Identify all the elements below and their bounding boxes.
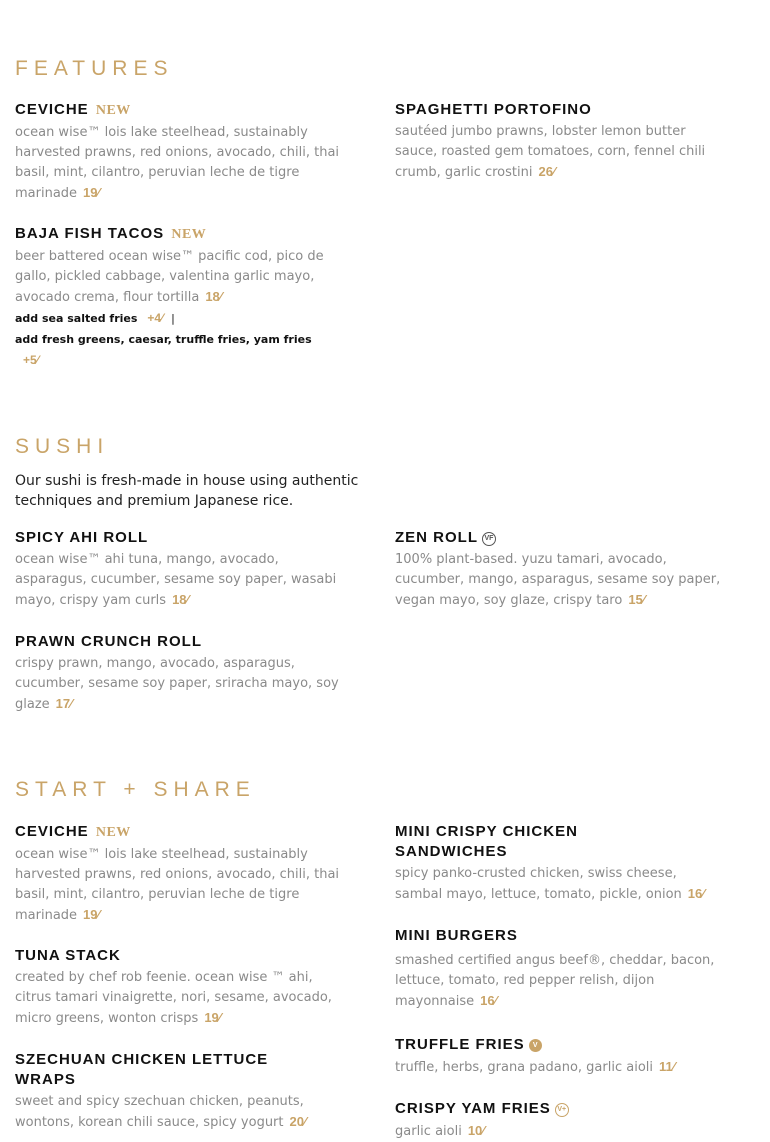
menu-item-spicy-ahi-roll [15, 528, 345, 611]
item-name [15, 100, 345, 121]
item-price: 19⁄ [204, 1010, 221, 1025]
addon-price: +5⁄ [23, 353, 39, 367]
item-price: 20⁄ [289, 1114, 307, 1129]
item-name: PRAWN CRUNCH ROLL [15, 633, 202, 650]
item-description [15, 550, 345, 611]
item-desc-text: ocean wise™ lois lake steelhead, sustainably harvested prawns, red onions, avocado, chili, thai basil, mint, cilantro, peruvian leche de tigre marinade [15, 847, 340, 923]
item-description [395, 864, 715, 905]
item-desc-text: truffle, herbs, grana padano, garlic aioli [395, 1060, 654, 1075]
item-desc-text: beer battered ocean wise™ pacific cod, pico de gallo, pickled cabbage, valentina garlic mayo, avocado crema, flour tortilla [15, 249, 324, 305]
item-price: 16⁄ [480, 993, 497, 1008]
item-desc-text: ocean wise™ ahi tuna, mango, avocado, asparagus, cucumber, sesame soy paper, wasabi mayo, crispy yam curls [15, 552, 337, 608]
item-desc-text: spicy panko-crusted chicken, swiss cheese, sambal mayo, lettuce, tomato, pickle, onion [395, 866, 682, 902]
addon-separator: | [171, 312, 175, 325]
menu-item-prawn-crunch-roll [15, 632, 345, 715]
addon-label: add sea salted fries [15, 312, 138, 325]
item-description [15, 968, 345, 1029]
item-desc-text: ocean wise™ lois lake steelhead, sustainably harvested prawns, red onions, avocado, chili, thai basil, mint, cilantro, peruvian leche de tigre marinade [15, 125, 340, 201]
item-price: 17⁄ [55, 696, 73, 711]
item-desc-text: garlic aioli [395, 1124, 462, 1139]
item-name-text: CEVICHE [15, 101, 89, 118]
item-description [395, 951, 715, 1012]
item-price: 11⁄ [659, 1059, 675, 1074]
section-title-features: FEATURES [15, 57, 174, 80]
item-price: 10⁄ [467, 1123, 485, 1138]
menu-item-mini-crispy-chicken [395, 822, 715, 905]
item-name-text: ZEN ROLL [395, 529, 478, 546]
menu-item-tuna-stack [15, 946, 345, 1029]
item-description [15, 654, 345, 715]
new-badge: NEW [95, 825, 131, 840]
item-description [15, 1092, 345, 1133]
addon-price: +4⁄ [147, 311, 164, 325]
vegetarian-icon: V [529, 1039, 542, 1052]
new-badge: NEW [95, 103, 131, 118]
item-desc-text: 100% plant-based. yuzu tamari, avocado, cucumber, mango, asparagus, sesame soy paper, vegan mayo, soy glaze, crispy taro [395, 552, 721, 608]
section-title-start-share: START + SHARE [15, 778, 256, 801]
item-description [395, 1057, 715, 1078]
item-price: 19⁄ [83, 907, 100, 922]
item-price: 16⁄ [687, 886, 705, 901]
addon-sides [15, 329, 345, 371]
item-name [15, 224, 345, 245]
section-title-sushi: SUSHI [15, 435, 110, 458]
item-description [15, 123, 345, 204]
item-name [15, 822, 345, 843]
item-name-text: CRISPY YAM FRIES [395, 1100, 551, 1117]
menu-item-features-ceviche [15, 100, 345, 204]
item-name-text: BAJA FISH TACOS [15, 225, 165, 242]
item-price: 18⁄ [172, 592, 189, 607]
item-price: 18⁄ [205, 289, 222, 304]
menu-item-start-ceviche [15, 822, 345, 926]
item-desc-text: created by chef rob feenie. ocean wise ™ ahi, citrus tamari vinaigrette, nori, sesame, avocado, micro greens, wonton crisps [15, 970, 332, 1026]
item-price: 19⁄ [83, 185, 100, 200]
sushi-intro: Our sushi is fresh-made in house using authentic techniques and premium Japanese rice. [15, 473, 359, 509]
item-desc-text: crispy prawn, mango, avocado, asparagus, cucumber, sesame soy paper, sriracha mayo, soy glaze [15, 656, 339, 712]
item-desc-text: sautéed jumbo prawns, lobster lemon butter sauce, roasted gem tomatoes, corn, fennel chili crumb, garlic crostini [395, 124, 706, 180]
item-description [395, 122, 725, 183]
menu-item-crispy-yam-fries [395, 1099, 715, 1142]
item-name: MINI CRISPY CHICKEN SANDWICHES [395, 823, 578, 860]
item-desc-text: smashed certified angus beef®, cheddar, bacon, lettuce, tomato, red pepper relish, dijon mayonnaise [395, 953, 715, 1009]
menu-item-baja-fish-tacos [15, 224, 345, 371]
item-name: MINI BURGERS [395, 927, 518, 944]
addon-label: add fresh greens, caesar, truffle fries, yam fries [15, 333, 312, 346]
new-badge: NEW [171, 227, 207, 242]
item-description [15, 247, 345, 308]
item-name-text: TRUFFLE FRIES [395, 1036, 525, 1053]
item-price: 15⁄ [628, 592, 645, 607]
menu-item-zen-roll [395, 528, 725, 611]
item-name [395, 1099, 715, 1119]
menu-item-spaghetti-portofino [395, 100, 725, 183]
menu-item-szechuan-wraps [15, 1050, 345, 1133]
item-description [395, 550, 725, 611]
item-name: SPICY AHI ROLL [15, 529, 149, 546]
menu-item-mini-burgers [395, 926, 715, 1012]
item-name: SZECHUAN CHICKEN LETTUCE WRAPS [15, 1051, 269, 1088]
item-price: 26⁄ [538, 164, 556, 179]
menu-item-truffle-fries [395, 1035, 715, 1078]
item-name [395, 1035, 715, 1055]
item-name: SPAGHETTI PORTOFINO [395, 101, 592, 118]
item-name-text: CEVICHE [15, 823, 89, 840]
addon-fries [15, 308, 345, 329]
item-description [15, 845, 345, 926]
item-description [395, 1121, 715, 1142]
item-name: TUNA STACK [15, 947, 121, 964]
item-desc-text: sweet and spicy szechuan chicken, peanuts, wontons, korean chili sauce, spicy yogurt [15, 1094, 304, 1130]
item-name [395, 528, 725, 548]
vegan-icon: V+ [555, 1103, 569, 1117]
vegan-friendly-icon: VF [482, 532, 496, 546]
